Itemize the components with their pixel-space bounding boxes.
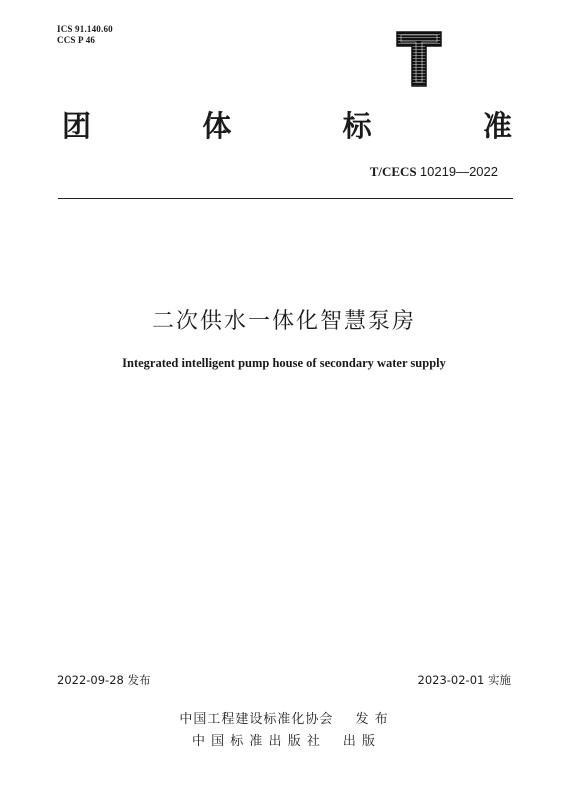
category-char: 标 — [342, 109, 372, 143]
standard-category — [62, 106, 512, 146]
classification-codes — [57, 24, 113, 46]
category-char: 准 — [482, 109, 512, 143]
standard-code: 10219—2022 — [419, 164, 498, 179]
publisher-role: 出 版 — [342, 734, 376, 749]
publisher-line — [0, 708, 568, 727]
ccs-code: CCS P 46 — [57, 35, 96, 45]
title-chinese: 二次供水一体化智慧泵房 — [151, 309, 416, 334]
t-logo-icon — [395, 30, 443, 88]
publisher-name: 中 国 标 准 出 版 社 — [192, 734, 321, 749]
publisher-role: 发 布 — [355, 712, 389, 727]
group-standard-logo — [395, 30, 443, 88]
publisher-name: 中国工程建设标准化协会 — [179, 712, 334, 727]
standard-prefix: T/CECS — [369, 164, 417, 179]
publisher-line — [0, 730, 568, 749]
title-english: Integrated intelligent pump house of secondary water supply — [122, 356, 446, 370]
header-divider — [58, 198, 513, 199]
ics-code: ICS 91.140.60 — [57, 24, 113, 34]
standard-number — [370, 164, 498, 180]
issue-date: 2022-09-28 发布 — [57, 673, 151, 687]
category-char: 体 — [202, 109, 232, 143]
implementation-date: 2023-02-01 实施 — [417, 673, 511, 687]
category-char: 团 — [62, 109, 92, 143]
